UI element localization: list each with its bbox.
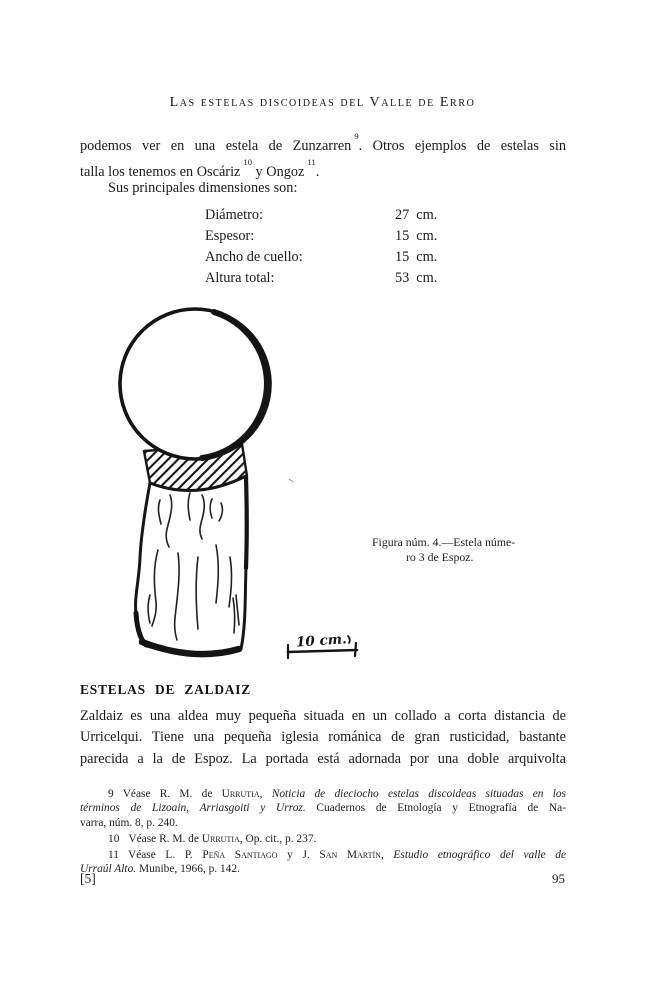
footnote-11	[80, 848, 566, 877]
table-row	[205, 268, 455, 289]
table-row	[205, 205, 455, 226]
dimension-value: 15	[395, 249, 410, 265]
dimension-unit: cm.	[416, 207, 438, 223]
dimension-label: Diámetro:	[205, 207, 263, 223]
footnote-text: Véase L. P.	[127, 849, 203, 862]
intro-text-3: talla los tenemos en Oscáriz	[80, 164, 241, 181]
dimension-label: Espesor:	[205, 228, 255, 244]
table-row	[205, 226, 455, 247]
footnote-ref-11: 11	[307, 157, 316, 168]
figure-caption	[372, 535, 577, 564]
signature-mark: [5]	[80, 871, 96, 886]
work-title: Estudio etnográfico del valle de	[393, 849, 566, 862]
intro-text-1: podemos ver en una estela de Zunzarren	[80, 137, 352, 154]
text-line	[80, 832, 566, 846]
text-line	[80, 787, 566, 801]
running-head: Las estelas discoideas del Valle de Erro	[169, 95, 476, 110]
footnote-number: 10	[108, 832, 120, 845]
dimensions-table	[205, 205, 455, 289]
footnote-text: , Op. cit., p. 237.	[239, 832, 317, 845]
author-name: Urrutia	[221, 788, 260, 800]
footnote-10	[80, 832, 566, 846]
intro-paragraph	[80, 131, 566, 184]
table-row	[205, 247, 455, 268]
author-name: Urrutia	[201, 832, 240, 845]
work-title: Noticia de dieciocho estelas discoideas situadas en los	[271, 788, 566, 800]
author-name: San Martín	[319, 849, 381, 862]
caption-line: ro 3 de Espoz.	[406, 549, 474, 564]
footnotes	[80, 787, 566, 879]
dimension-value: 53	[395, 270, 410, 286]
footnote-text: Véase R. M. de	[122, 788, 222, 800]
page-number: 95	[552, 871, 565, 886]
text-line: Zaldaiz es una aldea muy pequeña situada en un collado a corta distancia de	[80, 708, 566, 724]
dimension-value: 15	[395, 228, 410, 244]
dimension-label: Ancho de cuello:	[205, 249, 303, 265]
text-line	[80, 848, 566, 862]
text-line: varra, núm. 8, p. 240.	[80, 816, 178, 829]
section-heading: ESTELAS DE ZALDAIZ	[80, 682, 252, 697]
dimension-unit: cm.	[416, 249, 438, 265]
author-name: Peña Santiago	[202, 849, 278, 862]
dimensions-intro: Sus principales dimensiones son:	[108, 180, 298, 196]
footnote-ref-9: 9	[354, 131, 359, 141]
footnote-text: ,	[380, 849, 394, 862]
footnote-9	[80, 787, 566, 830]
dimension-unit: cm.	[416, 270, 438, 286]
zaldaiz-paragraph	[80, 706, 566, 770]
dimension-label: Altura total:	[205, 270, 275, 286]
footnote-ref-10: 10	[243, 157, 252, 168]
text-line	[80, 862, 566, 876]
footnote-text: y J.	[277, 849, 320, 862]
stela-shaft	[136, 476, 247, 654]
intro-text-5: .	[315, 164, 320, 181]
footnote-number: 11	[108, 849, 119, 862]
work-title: términos de Lizoain, Arriasgoiti y Urroz.	[80, 802, 306, 815]
dimension-unit: cm.	[416, 228, 438, 244]
text-line	[80, 131, 566, 157]
footnote-text: Munibe, 1966, p. 142.	[136, 863, 240, 876]
text-line: parecida a la de Espoz. La portada está adornada por una doble arquivolta	[80, 750, 566, 767]
intro-text-4: y Ongoz	[251, 164, 305, 181]
intro-text-2: . Otros ejemplos de estelas sin	[358, 137, 566, 154]
scale-label: 10 cm.	[295, 631, 348, 651]
footnote-number: 9	[108, 788, 114, 800]
dimension-value: 27	[395, 207, 410, 223]
footnote-text: Cuadernos de Etnología y Etnografía de Na-	[305, 802, 566, 815]
footnote-text: Véase R. M. de	[128, 832, 202, 845]
stela-drawing	[90, 295, 390, 675]
work-title: Urraúl Alto.	[80, 863, 137, 876]
text-line: Urricelqui. Tiene una pequeña iglesia románica de gran rusticidad, bastante	[80, 729, 566, 746]
footnote-text: ,	[259, 788, 272, 800]
caption-line: Figura núm. 4.—Estela núme-	[372, 535, 516, 549]
text-line	[80, 801, 566, 815]
